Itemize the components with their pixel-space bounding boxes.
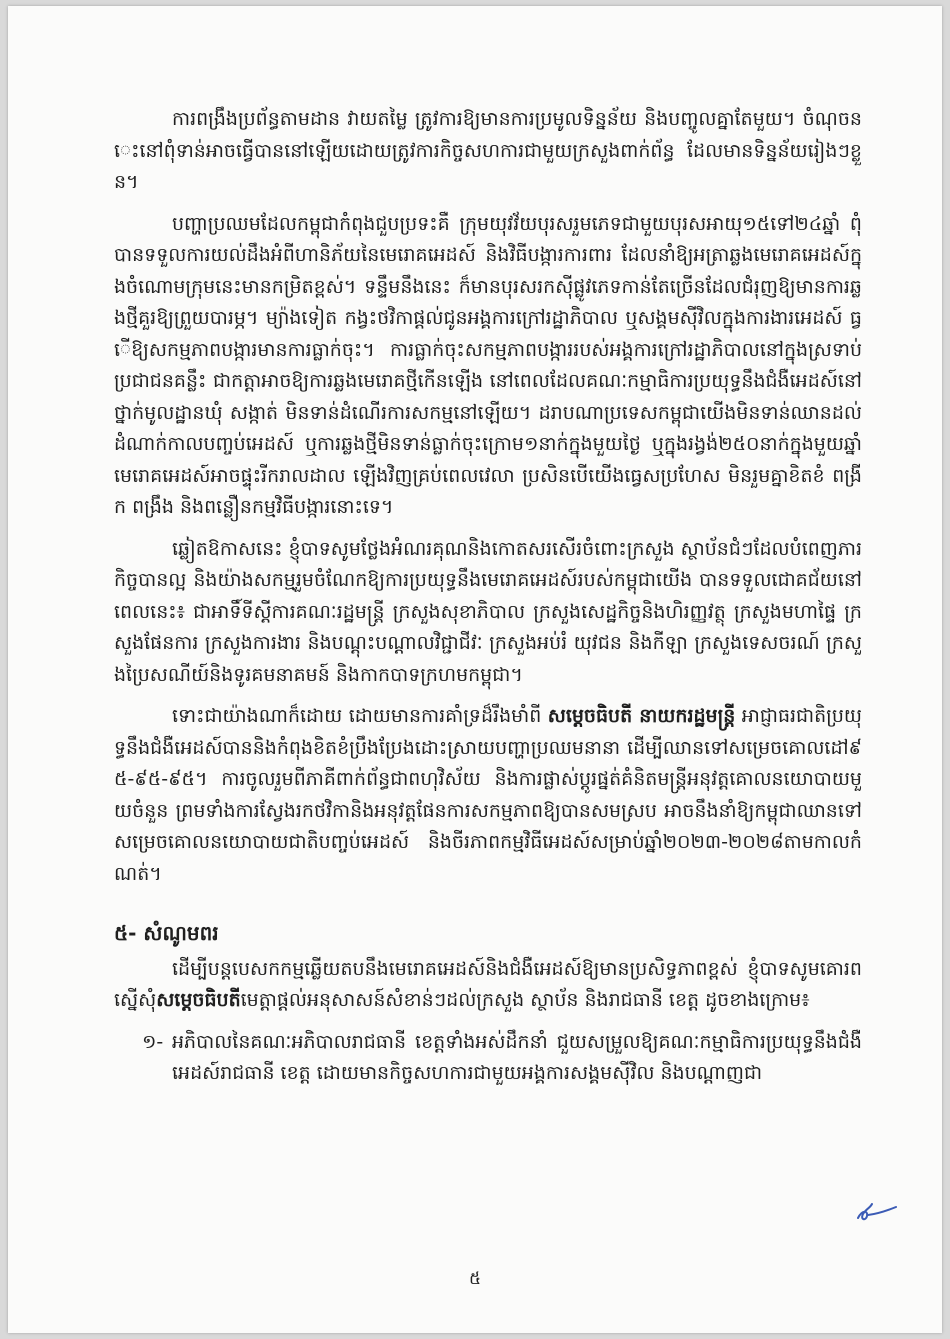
paragraph-acknowledgement: ឆ្លៀតឱកាសនេះ ខ្ញុំបាទសូមថ្លែងអំណរគុណនិងកោតសរសើរចំពោះក្រសួង ស្ថាប័នជំៗដែលបំពេញភារកិច្ចបានល្អ និងយ៉ាងសកម្មរួមចំណែកឱ្យការប្រយុទ្ធនឹងមេរោគអេដស៍របស់កម្ពុជាយើង បានទទួលជោគជ័យនៅពេលនេះ៖ ជាអាទិ៍ទីស្តីការគណៈរដ្ឋមន្ត្រី ក្រសួងសុខាភិបាល ក្រសួងសេដ្ឋកិច្ចនិងហិរញ្ញវត្ថុ ក្រសួងមហាផ្ទៃ ក្រសួងផែនការ ក្រសួងការងារ និងបណ្តុះបណ្តាលវិជ្ជាជីវៈ ក្រសួងអប់រំ យុវជន និងកីឡា ក្រសួងទេសចរណ៍ ក្រសួងប្រៃសណីយ៍និងទូរគមនាគមន៍ និងកាកបាទក្រហមកម្ពុជា។ xyxy=(114,537,862,686)
paragraph-request-intro: ដើម្បីបន្តបេសកកម្មឆ្លើយតបនឹងមេរោគអេដស៍និងជំងឺអេដស៍ឱ្យមានប្រសិទ្ធភាពខ្ពស់ ខ្ញុំបាទសូមគោរពស្នើសុំ xyxy=(114,957,862,1011)
section-heading-requests: ៥- សំណូមពរ xyxy=(114,921,219,945)
prime-minister-title: សម្តេចធិបតី នាយករដ្ឋមន្ត្រី xyxy=(547,705,736,727)
document-page xyxy=(8,6,942,1333)
page-number: ៥ xyxy=(468,1269,482,1289)
paragraph-support-intro: ទោះជាយ៉ាងណាក៏ដោយ ដោយមានការគាំទ្រដ៏រឹងមាំពី xyxy=(172,705,548,727)
samdech-title: សម្តេចធិបតី xyxy=(156,989,241,1011)
document-body xyxy=(114,104,862,1100)
paragraph-support-body: អាជ្ញាធរជាតិប្រយុទ្ធនឹងជំងឺអេដស៍បាននិងកំពុងខិតខំប្រឹងប្រែងដោះស្រាយបញ្ហាប្រឈមនានា ដើម្បីឈានទៅសម្រេចគោលដៅ៩៥-៩៥-៩៥។ ការចូលរួមពីភាគីពាក់ព័ន្ធជាពហុវិស័យ និងការផ្លាស់ប្តូរផ្នត់គំនិតមន្ត្រីអនុវត្តគោលនយោបាយមួយចំនួន ព្រមទាំងការស្វែងរកថវិកានិងអនុវត្តផែនការសកម្មភាពឱ្យបានសមស្រប អាចនឹងនាំឱ្យកម្ពុជាឈានទៅសម្រេចគោលនយោបាយជាតិបញ្ចប់អេដស៍ និងចីរភាពកម្មវិធីអេដស៍សម្រាប់ឆ្នាំ២០២៣-២០២៨តាមកាលកំណត់។ xyxy=(114,705,862,885)
handwritten-initial-icon xyxy=(854,1202,898,1224)
paragraph-challenges: បញ្ហាប្រឈមដែលកម្ពុជាកំពុងជួបប្រទះគឺ ក្រុមយុវវ័យបុរសរួមភេទជាមួយបុរសអាយុ១៥ទៅ២៤ឆ្នាំ ពុំបានទទួលការយល់ដឹងអំពីហានិភ័យនៃមេរោគអេដស៍ និងវិធីបង្ការការពារ ដែលនាំឱ្យអត្រាឆ្លងមេរោគអេដស៍ក្នុងចំណោមក្រុមនេះមានកម្រិតខ្ពស់។ ទន្ទឹមនឹងនេះ ក៏មានបុរសរកស៊ីផ្លូវភេទកាន់តែច្រើនដែលជំរុញឱ្យមានការឆ្លងថ្មីគួរឱ្យព្រួយបារម្ភ។ ម្យ៉ាងទៀត កង្វះថវិកាផ្តល់ជូនអង្គការក្រៅរដ្ឋាភិបាល ឬសង្គមស៊ីវិលក្នុងការងារអេដស៍ ធ្វើឱ្យសកម្មភាពបង្ការមានការធ្លាក់ចុះ។ ការធ្លាក់ចុះសកម្មភាពបង្ការរបស់អង្គការក្រៅរដ្ឋាភិបាលនៅក្នុងស្រទាប់ប្រជាជនគន្លឹះ ជាកត្តាអាចឱ្យការឆ្លងមេរោគថ្មីកើនឡើង នៅពេលដែលគណៈកម្មាធិការប្រយុទ្ធនឹងជំងឺអេដស៍នៅថ្នាក់មូលដ្ឋានឃុំ សង្កាត់ មិនទាន់ដំណើរការសកម្មនៅឡើយ។ ដរាបណាប្រទេសកម្ពុជាយើងមិនទាន់ឈានដល់ដំណាក់កាលបញ្ចប់អេដស៍ ឬការឆ្លងថ្មីមិនទាន់ធ្លាក់ចុះក្រោម១នាក់ក្នុងមួយថ្ងៃ ឬក្នុងរង្វង់២៥០នាក់ក្នុងមួយឆ្នាំ មេរោគអេដស៍អាចផ្ទុះរីករាលដាល ឡើងវិញគ្រប់ពេលវេលា ប្រសិនបើយើងធ្វេសប្រហែស មិនរួមគ្នាខិតខំ ពង្រីក ពង្រឹង និងពន្លឿនកម្មវិធីបង្ការនោះទេ។ xyxy=(114,212,862,518)
paragraph-monitoring: ការពង្រឹងប្រព័ន្ធតាមដាន វាយតម្លៃ ត្រូវការឱ្យមានការប្រមូលទិន្នន័យ និងបញ្ចូលគ្នាតែមួយ។ ចំណុចនេះនៅពុំទាន់អាចធ្វើបាននៅឡើយដោយត្រូវការកិច្ចសហការជាមួយក្រសួងពាក់ព័ន្ធ ដែលមានទិន្នន័យរៀងៗខ្លួន។ xyxy=(114,108,862,193)
paragraph-request-body: មេត្តាផ្តល់អនុសាសន៍សំខាន់ៗដល់ក្រសួង ស្ថាប័ន និងរាជធានី ខេត្ត ដូចខាងក្រោម៖ xyxy=(240,989,810,1011)
list-item xyxy=(114,1027,862,1090)
paragraph-request xyxy=(114,954,862,1017)
list-item-text: អភិបាលនៃគណៈអភិបាលរាជធានី ខេត្តទាំងអស់ដឹកនាំ ជួយសម្រួលឱ្យគណៈកម្មាធិការប្រយុទ្ធនឹងជំងឺអេដស៍រាជធានី ខេត្ត ដោយមានកិច្ចសហការជាមួយអង្គការសង្គមស៊ីវិល និងបណ្តាញជា xyxy=(172,1030,862,1084)
paragraph-support xyxy=(114,701,862,890)
list-item-number: ១- xyxy=(142,1030,164,1053)
